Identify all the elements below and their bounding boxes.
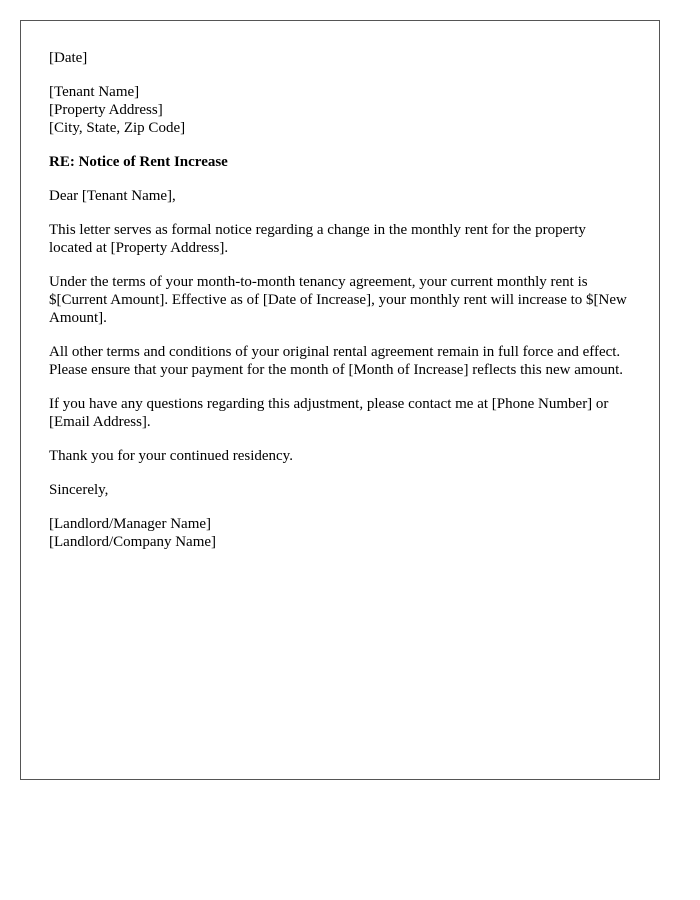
body-paragraph-4: If you have any questions regarding this adjustment, please contact me at [Phone Number] or [Email Address]. [49,396,609,430]
body-paragraph-5: Thank you for your continued residency. [49,448,293,464]
recipient-address: [Property Address] [49,102,163,118]
body-paragraph-1: This letter serves as formal notice regarding a change in the monthly rent for the property located at [Property Address]. [49,222,586,256]
recipient-address-block [49,83,631,137]
recipient-name: [Tenant Name] [49,84,140,100]
letter-page [20,20,660,780]
subject-line: RE: Notice of Rent Increase [49,154,228,170]
closing: Sincerely, [49,482,109,498]
signature-block [49,515,631,551]
body-paragraph-3: All other terms and conditions of your original rental agreement remain in full force and effect. Please ensure that your payment for the month of [Month of Increase] reflects this new amount. [49,344,623,378]
signature-company: [Landlord/Company Name] [49,534,217,550]
signature-name: [Landlord/Manager Name] [49,516,212,532]
body-paragraph-2: Under the terms of your month-to-month tenancy agreement, your current monthly rent is $[Current Amount]. Effective as of [Date of Increase], your monthly rent will increase to $[New Amount]. [49,274,627,326]
date-line: [Date] [49,50,88,66]
salutation: Dear [Tenant Name], [49,188,176,204]
recipient-city-state-zip: [City, State, Zip Code] [49,120,186,136]
